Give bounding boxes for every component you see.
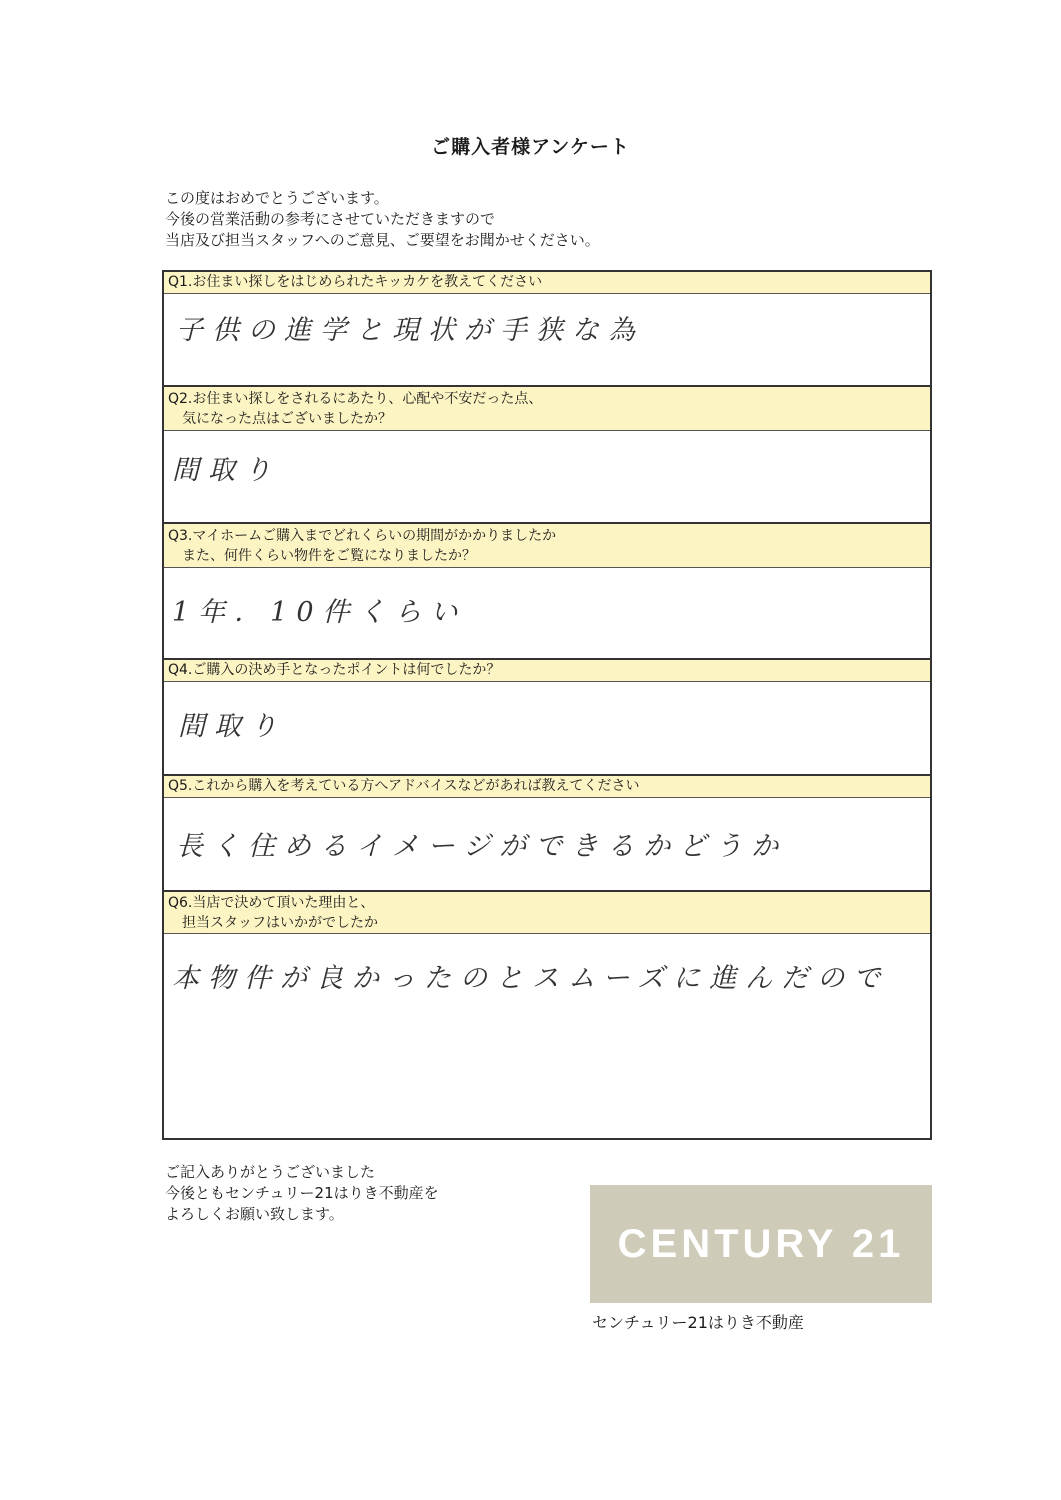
question-6-text: Q6.当店で決めて頂いた理由と、 (168, 895, 375, 911)
intro-text (165, 188, 600, 251)
answer-2: 間取り (172, 455, 280, 486)
question-6-header (164, 890, 930, 934)
thanks-line: ご記入ありがとうございました (165, 1163, 376, 1181)
question-6-text: 担当スタッフはいかがでしたか (168, 915, 378, 931)
survey-table (162, 270, 932, 1140)
question-5-text: Q5.これから購入を考えている方へアドバイスなどがあれば教えてください (168, 778, 640, 794)
question-5-header (164, 774, 930, 798)
question-4-header (164, 658, 930, 682)
question-2-text: Q2.お住まい探しをされるにあたり、心配や不安だった点、 (168, 391, 543, 407)
thanks-line: よろしくお願い致します。 (165, 1205, 344, 1223)
question-2-header (164, 385, 930, 431)
century21-logo (590, 1185, 932, 1303)
question-4-text: Q4.ご購入の決め手となったポイントは何でしたか？ (168, 662, 501, 678)
question-1-text: Q1.お住まい探しをはじめられたキッカケを教えてください (168, 274, 543, 290)
question-3-text: Q3.マイホームご購入までどれくらいの期間がかかりましたか (168, 528, 557, 544)
question-2-text: 気になった点はございましたか？ (168, 411, 392, 427)
logo-text: CENTURY 21 (617, 1221, 905, 1266)
answer-5: 長く住めるイメージができるかどうか (176, 831, 788, 862)
question-3-header (164, 522, 930, 568)
company-name: センチュリー21はりき不動産 (592, 1313, 804, 1332)
thanks-line: 今後ともセンチュリー21はりき不動産を (165, 1184, 439, 1202)
intro-line: この度はおめでとうございます。 (165, 189, 389, 207)
page-title: ご購入者様アンケート (431, 136, 630, 158)
intro-line: 当店及び担当スタッフへのご意見、ご要望をお聞かせください。 (165, 231, 600, 249)
thanks-message (165, 1162, 439, 1225)
answer-1: 子供の進学と現状が手狭な為 (176, 315, 644, 346)
answer-4: 間取り (178, 711, 286, 742)
intro-line: 今後の営業活動の参考にさせていただきますので (165, 210, 496, 228)
answer-3: 1年．10件くらい (172, 597, 467, 628)
question-3-text: また、何件くらい物件をご覧になりましたか？ (168, 548, 476, 564)
question-1-header (164, 272, 930, 294)
answer-6: 本物件が良かったのとスムーズに進んだので (172, 963, 890, 994)
